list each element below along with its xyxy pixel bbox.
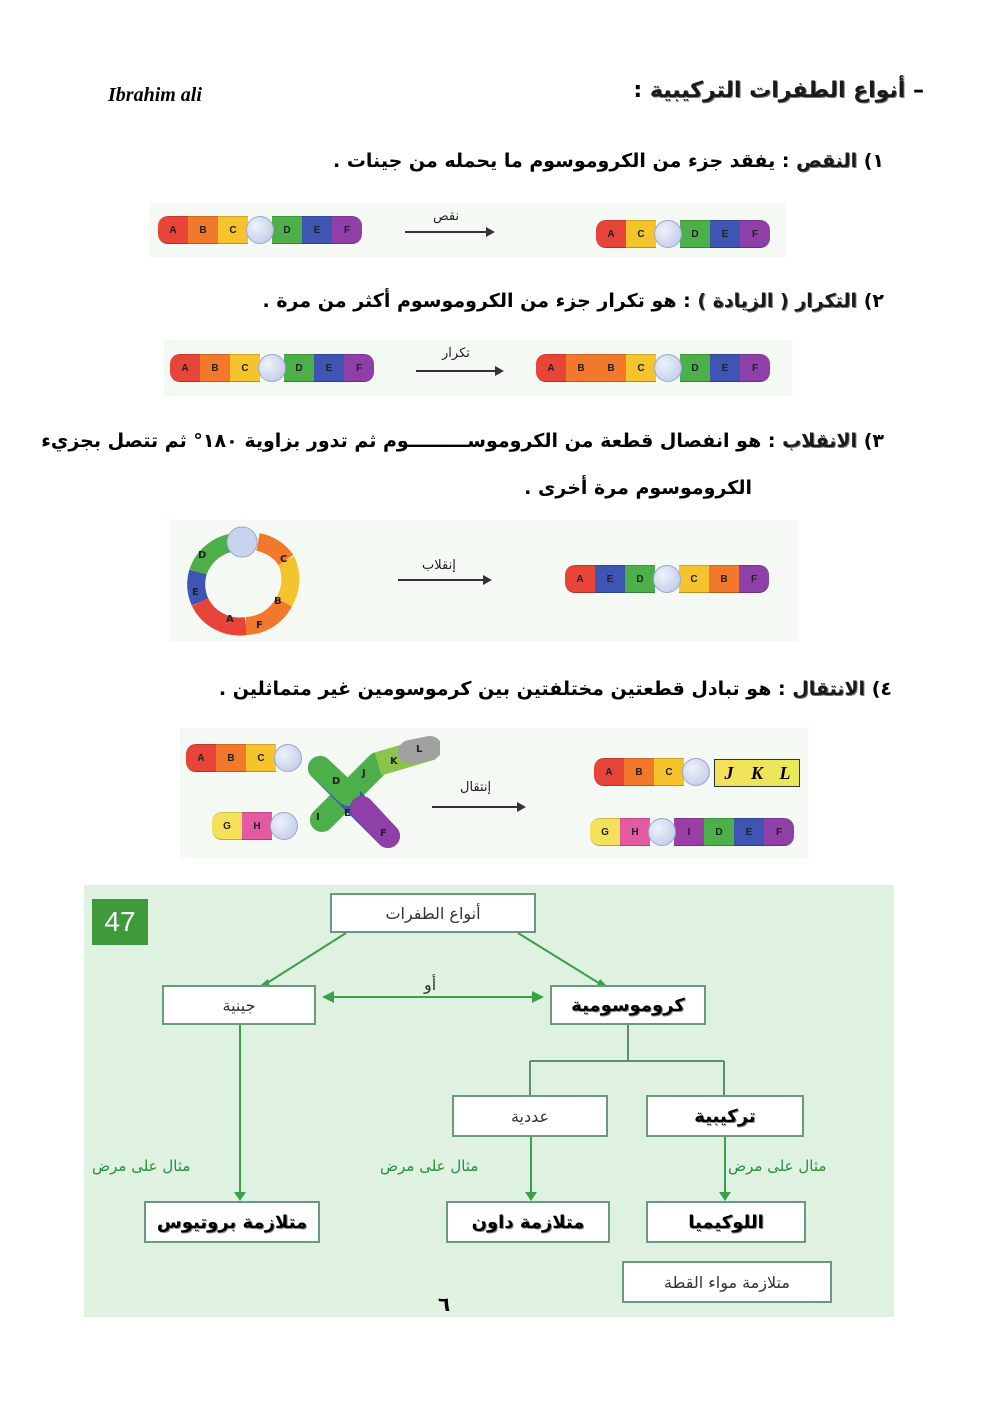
gene-e: E [595,565,625,593]
page-heading [633,78,924,103]
page-badge: 47 [92,899,148,945]
gene-c: C [230,354,260,382]
letter-j: J [724,762,734,783]
gene-i: I [674,818,704,846]
deletion-term: النقص [796,150,858,172]
heading-dash: – [913,78,924,103]
translocation-diagram [180,728,808,858]
gene-d: D [272,216,302,244]
example-label-genetic: مثال على مرض [92,1157,191,1175]
gene-d: D [704,818,734,846]
gene-f: F [740,354,770,382]
deletion-text: : يفقد جزء من الكروموسوم ما يحمله من جينات . [333,150,797,172]
svg-text:B: B [274,596,282,607]
inversion-arrow [398,579,490,581]
inversion-line-2: الكروموسوم مرة أخرى . [524,477,752,499]
gene-f: F [739,565,769,593]
example-label-structural: مثال على مرض [728,1157,827,1175]
chromosomal-box: كروموسومية [550,985,706,1025]
gene-f: F [344,354,374,382]
duplication-arrow-label: تكرار [442,346,470,361]
gene-d: D [680,220,710,248]
gene-a: A [158,216,188,244]
inversion-line [41,430,884,452]
gene-c: C [246,744,276,772]
extra-example-box: متلازمة مواء القطة [622,1261,832,1303]
duplication-arrow [416,370,502,372]
gene-e: E [302,216,332,244]
deletion-diagram [150,203,786,257]
gene-g: G [212,812,242,840]
deletion-num: ١) [863,150,884,172]
gene-a: A [594,758,624,786]
example-label-numerical: مثال على مرض [380,1157,479,1175]
gene-c: C [626,220,656,248]
gene-e: E [734,818,764,846]
gene-b: B [216,744,246,772]
heading-title: أنواع الطفرات التركيبية [649,78,906,103]
gene-c: C [679,565,709,593]
gene-e: E [710,354,740,382]
gene-b: B [624,758,654,786]
gene-a: A [596,220,626,248]
gene-a: A [170,354,200,382]
inversion-arrow-label: إنقلاب [422,558,456,573]
deletion-line [333,150,884,172]
duplication-diagram [164,340,792,396]
gene-h: H [242,812,272,840]
centromere [654,220,682,248]
gene-d: D [625,565,655,593]
chromosome-duplicated [536,354,770,382]
inversion-text: : هو انفصال قطعة من الكروموســـــــــوم ثم تدور بزاوية ١٨٠° ثم تتصل بجزيء [41,430,783,452]
gene-f: F [332,216,362,244]
gene-f: F [740,220,770,248]
centromere [270,812,298,840]
svg-text:A: A [226,614,234,625]
numerical-example-box: متلازمة داون [446,1201,610,1243]
gene-e: E [314,354,344,382]
gene-d: D [284,354,314,382]
duplication-num: ٢) [863,290,884,312]
crossing-chromosomes-icon [290,728,440,858]
gene-d: D [680,354,710,382]
translocation-line [219,678,892,700]
gene-b: B [566,354,596,382]
svg-text:I: I [316,812,320,823]
gene-c: C [654,758,684,786]
root-box: أنواع الطفرات [330,893,536,933]
duplication-term-extra: ( الزيادة ) [697,290,789,312]
centromere [246,216,274,244]
svg-text:E: E [344,808,351,819]
letter-l: L [779,762,791,783]
centromere [648,818,676,846]
svg-text:F: F [380,828,387,839]
duplication-line [262,290,884,312]
translocation-arrow-label: إنتقال [460,780,492,795]
svg-text:F: F [256,620,263,631]
gene-g: G [590,818,620,846]
duplication-text: : هو تكرار جزء من الكروموسوم أكثر من مرة . [262,290,698,312]
translocation-num: ٤) [871,678,892,700]
gene-b: B [188,216,218,244]
deletion-arrow-label: نقص [433,209,460,224]
inversion-term: الانقلاب [782,430,858,452]
svg-text:K: K [390,756,398,767]
structural-example-box: اللوكيميا [646,1201,806,1243]
structural-arrow [724,1137,726,1193]
chromosome-1-translocated [594,758,708,786]
genetic-example-box: متلازمة بروتيوس [144,1201,320,1243]
centromere [653,565,681,593]
numerical-box: عددية [452,1095,608,1137]
gene-a: A [186,744,216,772]
centromere [654,354,682,382]
inversion-diagram [170,520,798,641]
gene-b: B [709,565,739,593]
gene-a: A [565,565,595,593]
chromosome-deleted [596,220,770,248]
mutations-flowchart [84,885,894,1317]
author-name: Ibrahim ali [108,84,202,106]
svg-text:C: C [280,554,288,565]
gene-c: C [218,216,248,244]
letter-k: K [750,762,763,783]
svg-text:D: D [332,776,341,787]
chromosome-original [170,354,374,382]
translocation-arrow [432,806,524,808]
gene-b: B [200,354,230,382]
ring-chromosome-icon [176,520,316,641]
translocation-term: الانتقال [792,678,866,700]
heading-suffix: : [633,78,643,103]
deletion-arrow [405,231,493,233]
svg-text:J: J [362,768,366,779]
chromosome-original [158,216,362,244]
chromosome-2-original [212,812,296,840]
structural-box: تركيبية [646,1095,804,1137]
gene-e: E [710,220,740,248]
centromere [274,744,302,772]
chromosome-inverted [565,565,769,593]
gene-f: F [764,818,794,846]
chromosome-2-translocated [590,818,794,846]
gene-c: C [626,354,656,382]
chromosome-1-original [186,744,300,772]
jkl-segment [714,759,800,787]
svg-text:E: E [192,587,199,598]
svg-text:D: D [198,550,207,561]
genetic-box: جينية [162,985,316,1025]
gene-a: A [536,354,566,382]
translocation-text: : هو تبادل قطعتين مختلفتين بين كرموسومين غير متماثلين . [218,678,793,700]
inversion-num: ٣) [863,430,884,452]
numerical-arrow [530,1137,532,1193]
page-number: ٦ [438,1292,451,1316]
gene-h: H [620,818,650,846]
centromere [682,758,710,786]
duplication-term: التكرار [795,290,858,312]
centromere [258,354,286,382]
or-label: أو [424,975,437,994]
svg-text:L: L [416,744,423,755]
genetic-arrow [239,1025,241,1193]
gene-b: B [596,354,626,382]
